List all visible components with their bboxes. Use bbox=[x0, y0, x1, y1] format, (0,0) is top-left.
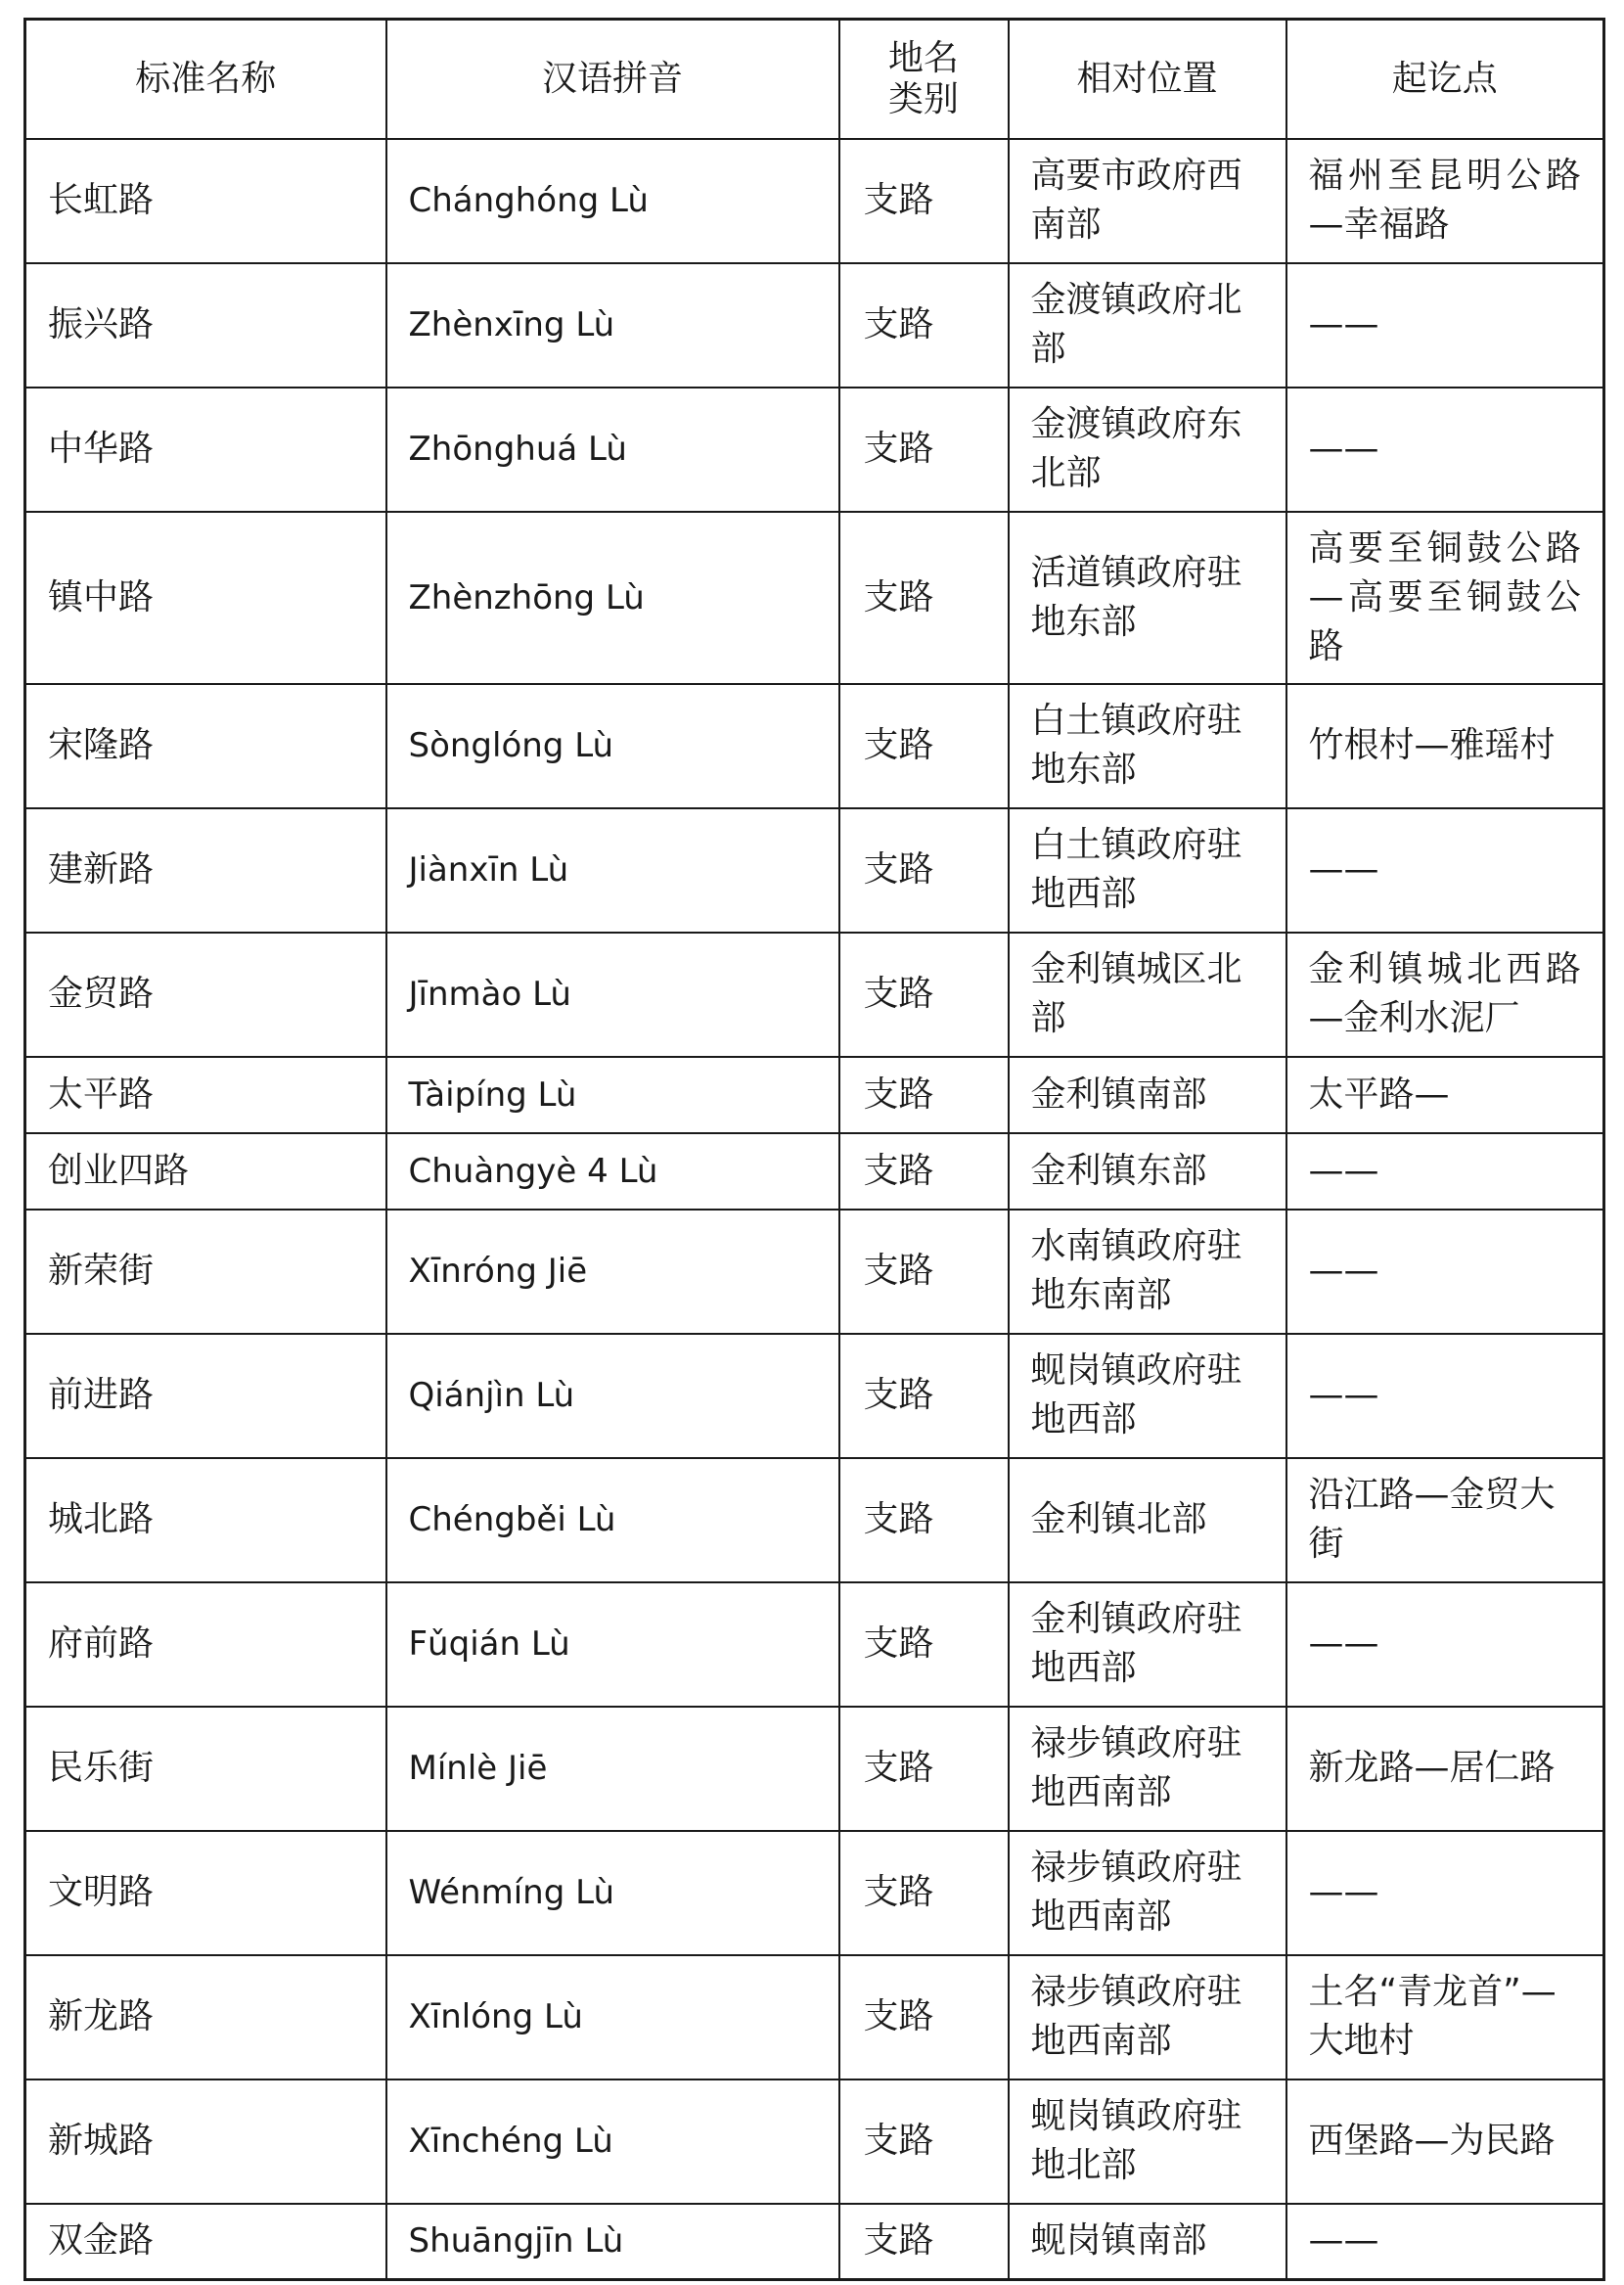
cell-name: 太平路 bbox=[25, 1057, 386, 1133]
cell-endpoints: 沿江路—金贸大街 bbox=[1286, 1458, 1604, 1582]
cell-name: 前进路 bbox=[25, 1334, 386, 1458]
cell-location: 禄步镇政府驻地西南部 bbox=[1009, 1831, 1286, 1955]
header-relative-location: 相对位置 bbox=[1009, 20, 1286, 139]
cell-name: 新城路 bbox=[25, 2079, 386, 2204]
header-standard-name: 标准名称 bbox=[25, 20, 386, 139]
cell-pinyin: Shuāngjīn Lù bbox=[386, 2204, 839, 2280]
cell-endpoints: 西堡路—为民路 bbox=[1286, 2079, 1604, 2204]
cell-category: 支路 bbox=[839, 512, 1009, 684]
cell-location: 蚬岗镇南部 bbox=[1009, 2204, 1286, 2280]
cell-name: 民乐街 bbox=[25, 1707, 386, 1831]
cell-endpoints: 金利镇城北西路—金利水泥厂 bbox=[1286, 933, 1604, 1057]
table-row bbox=[25, 263, 1604, 388]
table-row bbox=[25, 388, 1604, 512]
cell-name: 宋隆路 bbox=[25, 684, 386, 808]
cell-name: 新荣街 bbox=[25, 1210, 386, 1334]
cell-endpoints: —— bbox=[1286, 263, 1604, 388]
header-category-line1: 地名 bbox=[887, 37, 959, 78]
cell-name: 创业四路 bbox=[25, 1133, 386, 1210]
table-row bbox=[25, 1831, 1604, 1955]
cell-name: 双金路 bbox=[25, 2204, 386, 2280]
cell-pinyin: Jiànxīn Lù bbox=[386, 808, 839, 933]
cell-pinyin: Chéngběi Lù bbox=[386, 1458, 839, 1582]
cell-category: 支路 bbox=[839, 1210, 1009, 1334]
cell-pinyin: Xīnchéng Lù bbox=[386, 2079, 839, 2204]
cell-pinyin: Qiánjìn Lù bbox=[386, 1334, 839, 1458]
header-category bbox=[839, 20, 1009, 139]
cell-pinyin: Zhènzhōng Lù bbox=[386, 512, 839, 684]
cell-endpoints: —— bbox=[1286, 1210, 1604, 1334]
cell-location: 金渡镇政府东北部 bbox=[1009, 388, 1286, 512]
cell-endpoints: —— bbox=[1286, 2204, 1604, 2280]
cell-pinyin: Chánghóng Lù bbox=[386, 139, 839, 263]
cell-location: 白土镇政府驻地东部 bbox=[1009, 684, 1286, 808]
cell-category: 支路 bbox=[839, 684, 1009, 808]
cell-name: 金贸路 bbox=[25, 933, 386, 1057]
cell-endpoints: —— bbox=[1286, 808, 1604, 933]
cell-category: 支路 bbox=[839, 263, 1009, 388]
table-row bbox=[25, 933, 1604, 1057]
table-row bbox=[25, 1057, 1604, 1133]
cell-endpoints: 太平路— bbox=[1286, 1057, 1604, 1133]
cell-pinyin: Zhōnghuá Lù bbox=[386, 388, 839, 512]
cell-pinyin: Xīnlóng Lù bbox=[386, 1955, 839, 2079]
cell-location: 金利镇城区北部 bbox=[1009, 933, 1286, 1057]
table-row bbox=[25, 808, 1604, 933]
cell-category: 支路 bbox=[839, 1334, 1009, 1458]
cell-category: 支路 bbox=[839, 2079, 1009, 2204]
cell-category: 支路 bbox=[839, 1057, 1009, 1133]
cell-category: 支路 bbox=[839, 933, 1009, 1057]
table-row bbox=[25, 1334, 1604, 1458]
cell-endpoints: —— bbox=[1286, 1582, 1604, 1707]
cell-category: 支路 bbox=[839, 1582, 1009, 1707]
cell-pinyin: Sònglóng Lù bbox=[386, 684, 839, 808]
cell-pinyin: Wénmíng Lù bbox=[386, 1831, 839, 1955]
cell-location: 水南镇政府驻地东南部 bbox=[1009, 1210, 1286, 1334]
table-row bbox=[25, 2204, 1604, 2280]
cell-category: 支路 bbox=[839, 1458, 1009, 1582]
cell-pinyin: Chuàngyè 4 Lù bbox=[386, 1133, 839, 1210]
table-row bbox=[25, 1210, 1604, 1334]
cell-category: 支路 bbox=[839, 1831, 1009, 1955]
table-header-row bbox=[25, 20, 1604, 139]
table-row bbox=[25, 512, 1604, 684]
cell-location: 蚬岗镇政府驻地西部 bbox=[1009, 1334, 1286, 1458]
table-row bbox=[25, 684, 1604, 808]
cell-location: 蚬岗镇政府驻地北部 bbox=[1009, 2079, 1286, 2204]
cell-category: 支路 bbox=[839, 1955, 1009, 2079]
header-endpoints: 起讫点 bbox=[1286, 20, 1604, 139]
header-pinyin: 汉语拼音 bbox=[386, 20, 839, 139]
cell-endpoints: —— bbox=[1286, 1831, 1604, 1955]
cell-pinyin: Fǔqián Lù bbox=[386, 1582, 839, 1707]
cell-endpoints: 高要至铜鼓公路—高要至铜鼓公路 bbox=[1286, 512, 1604, 684]
cell-pinyin: Zhènxīng Lù bbox=[386, 263, 839, 388]
cell-name: 新龙路 bbox=[25, 1955, 386, 2079]
table-row bbox=[25, 139, 1604, 263]
cell-name: 建新路 bbox=[25, 808, 386, 933]
cell-location: 金利镇东部 bbox=[1009, 1133, 1286, 1210]
cell-location: 白土镇政府驻地西部 bbox=[1009, 808, 1286, 933]
place-names-table bbox=[23, 18, 1605, 2281]
cell-pinyin: Tàipíng Lù bbox=[386, 1057, 839, 1133]
cell-endpoints: 土名“青龙首”—大地村 bbox=[1286, 1955, 1604, 2079]
cell-pinyin: Mínlè Jiē bbox=[386, 1707, 839, 1831]
cell-pinyin: Xīnróng Jiē bbox=[386, 1210, 839, 1334]
table-row bbox=[25, 1582, 1604, 1707]
cell-name: 城北路 bbox=[25, 1458, 386, 1582]
table-row bbox=[25, 1707, 1604, 1831]
header-category-line2: 类别 bbox=[887, 78, 959, 119]
cell-name: 中华路 bbox=[25, 388, 386, 512]
cell-name: 府前路 bbox=[25, 1582, 386, 1707]
cell-category: 支路 bbox=[839, 139, 1009, 263]
cell-endpoints: —— bbox=[1286, 1334, 1604, 1458]
cell-location: 禄步镇政府驻地西南部 bbox=[1009, 1955, 1286, 2079]
cell-endpoints: —— bbox=[1286, 1133, 1604, 1210]
cell-endpoints: 福州至昆明公路—幸福路 bbox=[1286, 139, 1604, 263]
cell-location: 高要市政府西南部 bbox=[1009, 139, 1286, 263]
table-row bbox=[25, 1458, 1604, 1582]
cell-category: 支路 bbox=[839, 388, 1009, 512]
cell-location: 金渡镇政府北部 bbox=[1009, 263, 1286, 388]
cell-location: 活道镇政府驻地东部 bbox=[1009, 512, 1286, 684]
cell-name: 镇中路 bbox=[25, 512, 386, 684]
table-row bbox=[25, 1955, 1604, 2079]
cell-endpoints: —— bbox=[1286, 388, 1604, 512]
cell-location: 金利镇北部 bbox=[1009, 1458, 1286, 1582]
cell-location: 金利镇南部 bbox=[1009, 1057, 1286, 1133]
cell-endpoints: 新龙路—居仁路 bbox=[1286, 1707, 1604, 1831]
table-row bbox=[25, 2079, 1604, 2204]
cell-location: 金利镇政府驻地西部 bbox=[1009, 1582, 1286, 1707]
cell-name: 长虹路 bbox=[25, 139, 386, 263]
cell-name: 文明路 bbox=[25, 1831, 386, 1955]
cell-category: 支路 bbox=[839, 1133, 1009, 1210]
cell-category: 支路 bbox=[839, 808, 1009, 933]
cell-endpoints: 竹根村—雅瑶村 bbox=[1286, 684, 1604, 808]
cell-category: 支路 bbox=[839, 1707, 1009, 1831]
table-row bbox=[25, 1133, 1604, 1210]
cell-name: 振兴路 bbox=[25, 263, 386, 388]
cell-pinyin: Jīnmào Lù bbox=[386, 933, 839, 1057]
cell-location: 禄步镇政府驻地西南部 bbox=[1009, 1707, 1286, 1831]
cell-category: 支路 bbox=[839, 2204, 1009, 2280]
